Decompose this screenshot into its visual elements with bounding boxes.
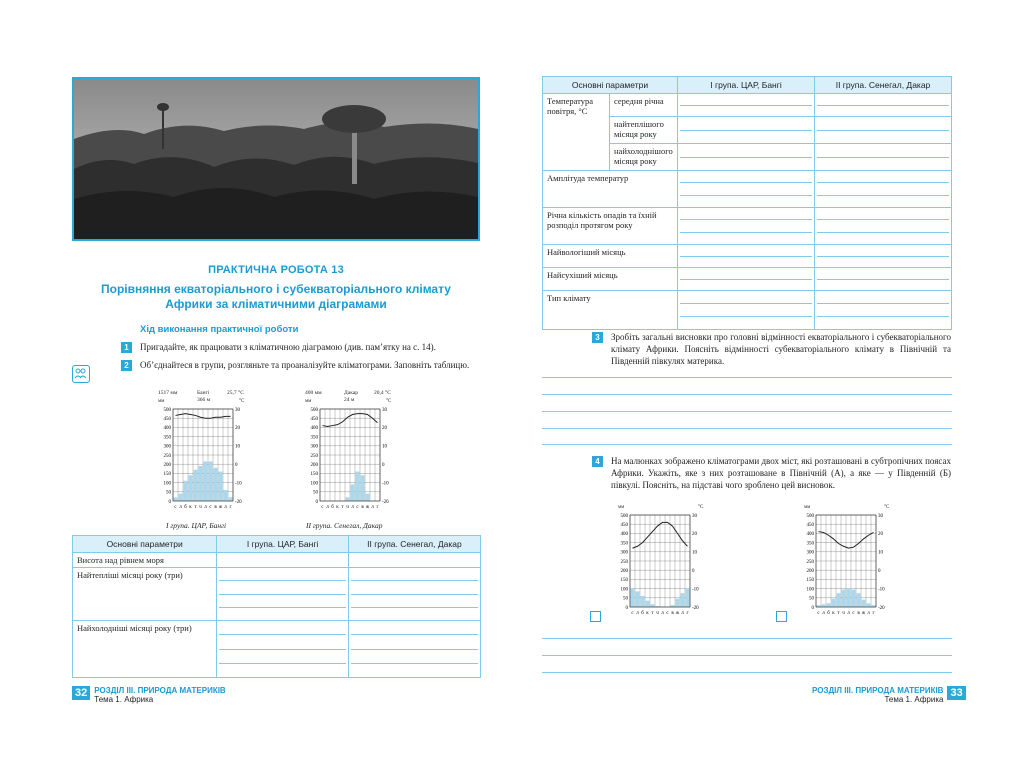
answer-cell[interactable] xyxy=(678,291,815,330)
task-3-text: Зробіть загальні висновки про головні відмінності екваторіального і субекваторіального клімату Африки. Поясніть відмінності субекваторіального клімату в Північній та Південній півкулях материка. xyxy=(611,332,951,366)
header-group1: I група. ЦАР, Бангі xyxy=(217,536,349,553)
month-label: л xyxy=(822,611,825,616)
month-label: б xyxy=(331,505,334,510)
month-label: л xyxy=(179,505,182,510)
temp-tick-label: -20 xyxy=(878,605,885,611)
dakar-elevation: 24 м xyxy=(344,397,355,403)
row-amplitude: Амплітуда температур xyxy=(543,171,678,208)
chart-a-svg xyxy=(612,511,708,624)
answer-cell[interactable] xyxy=(348,621,480,678)
precip-tick-label: 200 xyxy=(310,463,318,468)
answer-cell[interactable] xyxy=(217,553,349,568)
answer-cell[interactable] xyxy=(815,94,952,117)
month-label: ж xyxy=(675,611,680,616)
month-label: ч xyxy=(656,611,659,616)
month-label: к xyxy=(832,611,835,616)
dakar-precip: 400 мм xyxy=(305,390,322,396)
precip-bar xyxy=(189,475,193,501)
precip-tick-label: 500 xyxy=(163,407,171,413)
temp-tick-label: -10 xyxy=(878,587,885,593)
precip-bar xyxy=(194,470,198,501)
answer-cell[interactable] xyxy=(678,171,815,208)
precip-bar xyxy=(862,600,866,607)
precip-bar xyxy=(651,604,655,607)
answer-cell[interactable] xyxy=(815,291,952,330)
precip-tick-label: 50 xyxy=(166,490,171,496)
page-number-left: 32 xyxy=(72,686,90,700)
precip-tick-label: 400 xyxy=(163,426,171,432)
precip-tick-label: 300 xyxy=(310,444,318,450)
practical-work-title: Порівняння екваторіального і субекваторіального клімату Африки за кліматичними діаграмами xyxy=(101,282,451,311)
month-label: с xyxy=(631,611,634,616)
precip-tick-label: 450 xyxy=(310,417,318,422)
answer-cell[interactable] xyxy=(217,621,349,678)
answer-cell[interactable] xyxy=(815,268,952,291)
precip-bar xyxy=(867,603,871,607)
temp-tick-label: 30 xyxy=(878,513,883,519)
row-wettest: Найвологіший місяць xyxy=(543,245,678,268)
precip-tick-label: 0 xyxy=(625,605,628,611)
precip-bar xyxy=(676,599,680,607)
precip-bar xyxy=(224,490,228,501)
precip-tick-label: 150 xyxy=(806,578,814,584)
precip-bar xyxy=(822,604,826,607)
header-group1-r: I група. ЦАР, Бангі xyxy=(678,77,815,94)
row-precipitation: Річна кількість опадів та їхній розподіл протягом року xyxy=(543,208,678,245)
month-label: л xyxy=(867,611,870,616)
row-driest: Найсухіший місяць xyxy=(543,268,678,291)
precip-bar xyxy=(686,589,690,607)
precip-tick-label: 350 xyxy=(620,541,628,547)
precip-tick-label: 0 xyxy=(315,499,318,505)
month-label: г xyxy=(686,611,689,616)
precip-tick-label: 50 xyxy=(313,490,318,496)
right-footer xyxy=(812,686,966,704)
precip-tick-label: 200 xyxy=(806,569,814,574)
answer-cell[interactable] xyxy=(678,208,815,245)
chart2-caption: II група. Сенегал, Дакар xyxy=(306,521,383,530)
precip-tick-label: 450 xyxy=(163,417,171,422)
precip-tick-label: 150 xyxy=(163,472,171,478)
temp-tick-label: 20 xyxy=(878,532,883,538)
answer-cell[interactable] xyxy=(815,117,952,144)
precip-tick-label: 500 xyxy=(806,513,814,519)
temp-tick-label: -20 xyxy=(692,605,699,611)
chart-b-svg xyxy=(798,511,894,624)
bangui-unit-right: °С xyxy=(239,399,245,404)
bangui-elevation: 366 м xyxy=(197,397,211,403)
temp-sub-warmest: найтеплішого місяця року xyxy=(610,117,678,144)
task-1-number: 1 xyxy=(121,342,132,353)
temp-tick-label: 0 xyxy=(878,569,881,574)
answer-cell[interactable] xyxy=(678,245,815,268)
month-label: л xyxy=(847,611,850,616)
group-work-icon xyxy=(72,365,90,383)
precip-tick-label: 300 xyxy=(163,444,171,450)
precip-bar xyxy=(857,593,861,607)
chart-b-unit-right: °С xyxy=(884,505,890,510)
footer-section-right: РОЗДІЛ ІІІ. ПРИРОДА МАТЕРИКІВ xyxy=(812,686,944,695)
bangui-chart-svg xyxy=(155,405,251,518)
task-2-number: 2 xyxy=(121,360,132,371)
answer-cell[interactable] xyxy=(815,208,952,245)
row-altitude-label: Висота над рівнем моря xyxy=(73,553,217,568)
precip-tick-label: 250 xyxy=(620,559,628,565)
temp-tick-label: 10 xyxy=(692,550,697,556)
row-warmest-label: Найтепліші місяці року (три) xyxy=(73,568,217,621)
row-coldest-label: Найхолодніші місяці року (три) xyxy=(73,621,217,678)
precip-tick-label: 450 xyxy=(806,523,814,528)
left-footer xyxy=(72,686,226,704)
task-3-number: 3 xyxy=(592,332,603,343)
footer-section-left: РОЗДІЛ ІІІ. ПРИРОДА МАТЕРИКІВ xyxy=(94,686,226,695)
answer-checkbox-a[interactable] xyxy=(590,611,601,622)
temp-tick-label: 10 xyxy=(235,444,240,450)
footer-topic-left: Тема 1. Африка xyxy=(94,695,154,704)
month-label: ч xyxy=(842,611,845,616)
temp-tick-label: 30 xyxy=(235,407,240,413)
precip-tick-label: 250 xyxy=(310,453,318,459)
precip-tick-label: 350 xyxy=(163,435,171,441)
chart-a-unit-right: °С xyxy=(698,505,704,510)
month-label: ж xyxy=(861,611,866,616)
answer-cell[interactable] xyxy=(348,568,480,621)
month-label: л xyxy=(681,611,684,616)
precip-tick-label: 100 xyxy=(806,587,814,593)
left-parameters-table xyxy=(72,535,481,678)
chart-a-unit-left: мм xyxy=(618,505,625,510)
precip-bar xyxy=(356,472,360,501)
precip-bar xyxy=(631,589,635,607)
task-4-text: На малюнках зображено кліматограми двох міст, які розташовані в субтропічних поясах Африки. Укажіть, яке з них розташоване в Північній (А), а яке — у Південній (Б) півкулі. Поясніть, на підставі чого зроблено цей висновок. xyxy=(611,456,951,490)
precip-tick-label: 400 xyxy=(310,426,318,432)
precip-tick-label: 350 xyxy=(806,541,814,547)
precip-bar xyxy=(636,591,640,607)
precip-bar xyxy=(351,484,355,501)
temp-tick-label: -10 xyxy=(235,481,242,487)
precip-tick-label: 200 xyxy=(620,569,628,574)
temp-tick-label: 0 xyxy=(692,569,695,574)
dakar-unit-right: °С xyxy=(386,399,392,404)
answer-cell[interactable] xyxy=(815,245,952,268)
temp-tick-label: 10 xyxy=(878,550,883,556)
right-parameters-table xyxy=(542,76,952,330)
month-label: т xyxy=(341,505,344,510)
precip-tick-label: 100 xyxy=(163,481,171,487)
precip-bar xyxy=(174,497,178,501)
answer-checkbox-b[interactable] xyxy=(776,611,787,622)
precip-tick-label: 50 xyxy=(623,596,628,602)
answer-cell[interactable] xyxy=(348,553,480,568)
task-2-text: Об’єднайтеся в групи, розгляньте та проаналізуйте кліматограми. Заповніть таблицю. xyxy=(140,360,470,370)
precip-tick-label: 250 xyxy=(163,453,171,459)
precip-tick-label: 100 xyxy=(310,481,318,487)
precip-bar xyxy=(209,461,213,501)
header-parameters-r: Основні параметри xyxy=(543,77,678,94)
answer-cell[interactable] xyxy=(678,94,815,117)
month-label: ж xyxy=(218,505,223,510)
precip-bar xyxy=(179,494,183,501)
month-label: л xyxy=(371,505,374,510)
month-label: в xyxy=(361,505,364,510)
dakar-temp: 20,4 °С xyxy=(374,390,391,396)
temp-label: Температура повітря, °С xyxy=(543,94,610,171)
temp-sub-avg: середня річна xyxy=(610,94,678,117)
month-label: в xyxy=(671,611,674,616)
month-label: л xyxy=(661,611,664,616)
header-group2: II група. Сенегал, Дакар xyxy=(348,536,480,553)
precip-bar xyxy=(366,494,370,501)
precip-tick-label: 150 xyxy=(620,578,628,584)
precip-tick-label: 400 xyxy=(806,532,814,538)
answer-cell[interactable] xyxy=(678,117,815,144)
precip-tick-label: 450 xyxy=(620,523,628,528)
temp-sub-coldest: найхолоднішого місяця року xyxy=(610,144,678,171)
climatogram-a xyxy=(612,505,708,623)
precip-bar xyxy=(832,599,836,607)
procedure-heading: Хід виконання практичної роботи xyxy=(140,324,299,335)
month-label: с xyxy=(852,611,855,616)
practical-work-label: ПРАКТИЧНА РОБОТА 13 xyxy=(208,264,344,276)
temp-tick-label: 0 xyxy=(382,463,385,468)
precip-bar xyxy=(346,497,350,501)
month-label: к xyxy=(646,611,649,616)
temp-tick-label: 30 xyxy=(692,513,697,519)
answer-cell[interactable] xyxy=(217,568,349,621)
bangui-precip: 1517 мм xyxy=(158,390,178,396)
month-label: л xyxy=(636,611,639,616)
precip-tick-label: 500 xyxy=(310,407,318,413)
month-label: ж xyxy=(365,505,370,510)
temp-tick-label: 20 xyxy=(235,426,240,432)
page-number-right: 33 xyxy=(947,686,965,700)
precip-bar xyxy=(852,590,856,607)
bangui-city: Бангі xyxy=(197,390,210,396)
precip-tick-label: 350 xyxy=(310,435,318,441)
answer-cell[interactable] xyxy=(678,268,815,291)
temp-tick-label: -10 xyxy=(692,587,699,593)
temp-tick-label: -20 xyxy=(382,499,389,505)
precip-bar xyxy=(646,601,650,607)
bangui-temp: 25,7 °С xyxy=(227,390,244,396)
month-label: л xyxy=(326,505,329,510)
month-label: ч xyxy=(199,505,202,510)
savanna-photo xyxy=(72,77,480,241)
month-label: г xyxy=(872,611,875,616)
precip-bar xyxy=(219,472,223,501)
precip-tick-label: 100 xyxy=(620,587,628,593)
precip-tick-label: 50 xyxy=(809,596,814,602)
chart1-caption: I група. ЦАР, Бангі xyxy=(166,521,227,530)
task-4-number: 4 xyxy=(592,456,603,467)
precip-tick-label: 300 xyxy=(806,550,814,556)
month-label: с xyxy=(817,611,820,616)
precip-bar xyxy=(827,603,831,607)
climatogram-b xyxy=(798,505,894,623)
month-label: в xyxy=(857,611,860,616)
temp-tick-label: 20 xyxy=(692,532,697,538)
header-group2-r: II група. Сенегал, Дакар xyxy=(815,77,952,94)
dakar-unit-left: мм xyxy=(305,399,312,404)
month-label: б xyxy=(827,611,830,616)
answer-cell[interactable] xyxy=(678,144,815,171)
precip-tick-label: 500 xyxy=(620,513,628,519)
row-climate-type: Тип клімату xyxy=(543,291,678,330)
temp-tick-label: 20 xyxy=(382,426,387,432)
month-label: с xyxy=(666,611,669,616)
month-label: ч xyxy=(346,505,349,510)
dakar-city: Дакар xyxy=(344,390,358,396)
month-label: к xyxy=(336,505,339,510)
temp-tick-label: 0 xyxy=(235,463,238,468)
precip-bar xyxy=(204,461,208,501)
month-label: с xyxy=(356,505,359,510)
month-label: с xyxy=(174,505,177,510)
month-label: т xyxy=(194,505,197,510)
precip-tick-label: 200 xyxy=(163,463,171,468)
precip-bar xyxy=(229,497,233,501)
answer-cell[interactable] xyxy=(815,144,952,171)
month-label: л xyxy=(204,505,207,510)
month-label: т xyxy=(837,611,840,616)
precip-tick-label: 0 xyxy=(811,605,814,611)
month-label: г xyxy=(229,505,232,510)
precip-bar xyxy=(847,589,851,607)
precip-tick-label: 400 xyxy=(620,532,628,538)
month-label: с xyxy=(321,505,324,510)
footer-topic-right: Тема 1. Африка xyxy=(884,695,944,704)
precip-tick-label: 0 xyxy=(168,499,171,505)
precip-bar xyxy=(681,593,685,607)
temp-tick-label: -10 xyxy=(382,481,389,487)
month-label: г xyxy=(376,505,379,510)
dakar-chart-svg xyxy=(302,405,398,518)
precip-bar xyxy=(641,596,645,607)
precip-tick-label: 250 xyxy=(806,559,814,565)
task-1-text: Пригадайте, як працювати з кліматичною діаграмою (див. пам’ятку на с. 14). xyxy=(140,342,436,352)
precip-bar xyxy=(842,590,846,607)
climatogram-dakar xyxy=(302,390,398,518)
month-label: б xyxy=(184,505,187,510)
header-parameters: Основні параметри xyxy=(73,536,217,553)
temp-tick-label: 10 xyxy=(382,444,387,450)
precip-bar xyxy=(184,481,188,501)
month-label: л xyxy=(224,505,227,510)
chart-b-unit-left: мм xyxy=(804,505,811,510)
bangui-unit-left: мм xyxy=(158,399,165,404)
month-label: с xyxy=(209,505,212,510)
precip-bar xyxy=(199,466,203,501)
month-label: т xyxy=(651,611,654,616)
precip-bar xyxy=(361,475,365,501)
answer-cell[interactable] xyxy=(815,171,952,208)
temp-tick-label: 30 xyxy=(382,407,387,413)
month-label: к xyxy=(189,505,192,510)
month-label: в xyxy=(214,505,217,510)
climatogram-bangui xyxy=(155,390,251,518)
month-label: л xyxy=(351,505,354,510)
precip-bar xyxy=(837,593,841,607)
month-label: б xyxy=(641,611,644,616)
temp-tick-label: -20 xyxy=(235,499,242,505)
precip-bar xyxy=(214,468,218,501)
precip-tick-label: 150 xyxy=(310,472,318,478)
precip-tick-label: 300 xyxy=(620,550,628,556)
